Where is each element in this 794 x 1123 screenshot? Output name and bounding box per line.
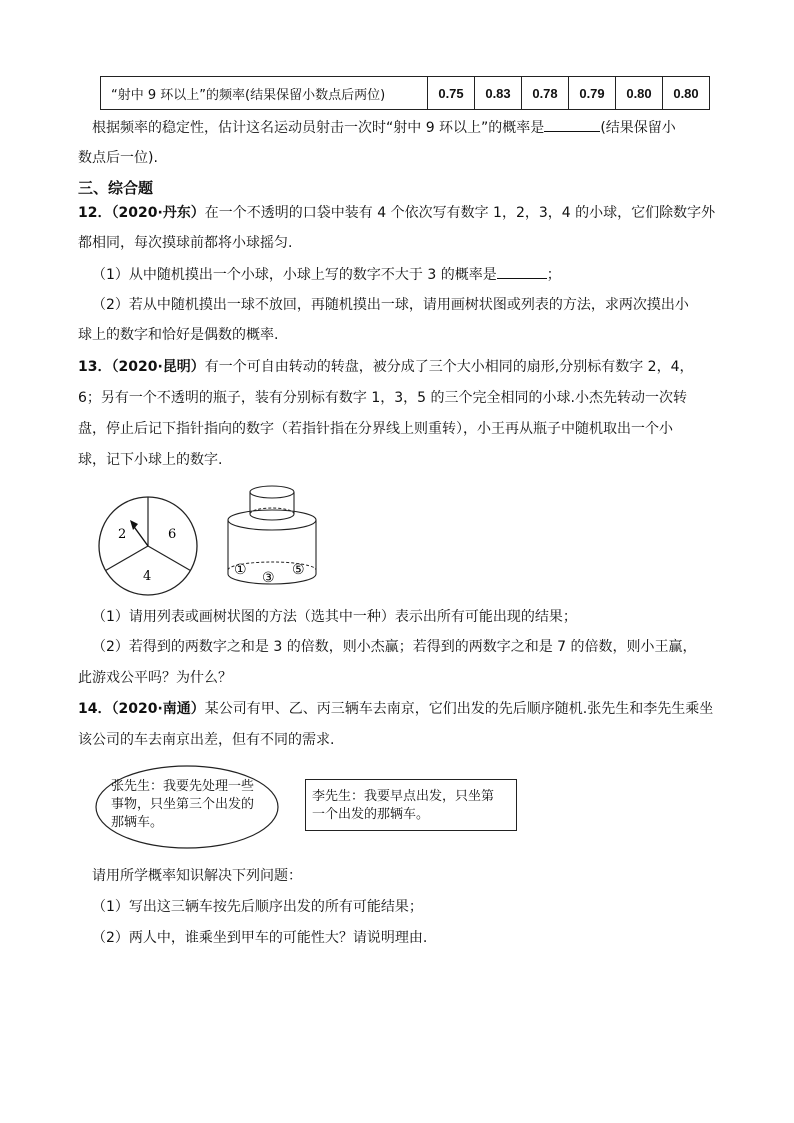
q13-line1: 13．（2020·昆明）有一个可自由转动的转盘，被分成了三个大小相同的扇形,分别标有数字 2，4， — [78, 359, 694, 375]
frequency-table — [100, 76, 710, 110]
table-cell: 0.80 — [616, 77, 663, 110]
q14-part1: （1）写出这三辆车按先后顺序出发的所有可能结果； — [92, 899, 423, 915]
q13-part1: （1）请用列表或画树状图的方法（选其中一种）表示出所有可能出现的结果； — [92, 609, 577, 625]
q11-conclusion-line1: 根据频率的稳定性，估计这名运动员射击一次时“射中 9 环以上”的概率是 (结果保留小 — [92, 117, 676, 138]
table-cell: 0.75 — [428, 77, 475, 110]
table-cell: 0.83 — [475, 77, 522, 110]
table-row-label: “射中 9 环以上”的频率(结果保留小数点后两位) — [101, 77, 428, 110]
ball-3: ③ — [262, 570, 275, 586]
q13-part2-line1: （2）若得到的两数字之和是 3 的倍数，则小杰赢；若得到的两数字之和是 7 的倍数，则小王赢， — [92, 639, 697, 655]
spinner-label: 6 — [168, 527, 177, 542]
bottle-lid — [250, 486, 294, 498]
q12-part2-line2: 球上的数字和恰好是偶数的概率. — [78, 327, 279, 343]
q12-line1: 12．（2020·丹东）在一个不透明的口袋中装有 4 个依次写有数字 1，2，3，4 的小球，它们除数字外 — [78, 205, 716, 221]
ball-5: ⑤ — [292, 562, 305, 578]
table-cell: 0.80 — [663, 77, 710, 110]
answer-blank — [497, 264, 547, 279]
ball-1: ① — [234, 562, 247, 578]
q13-part2-line2: 此游戏公平吗？为什么？ — [78, 670, 232, 686]
section-title: 三、综合题 — [78, 179, 154, 197]
table-cell: 0.79 — [569, 77, 616, 110]
q11-conclusion-line2: 数点后一位). — [78, 150, 158, 166]
zhang-speech-text: 张先生：我要先处理一些 事物，只坐第三个出发的 那辆车。 — [111, 779, 255, 830]
spinner-label: 2 — [118, 527, 127, 542]
spinner-diagram — [96, 494, 200, 598]
q14-intro: 请用所学概率知识解决下列问题： — [92, 868, 302, 884]
q14-line1: 14．（2020·南通）某公司有甲、乙、丙三辆车去南京，它们出发的先后顺序随机.张先生和李先生乘坐 — [78, 701, 714, 717]
table-cell: 0.78 — [522, 77, 569, 110]
q12-line2: 都相同，每次摸球前都将小球摇匀. — [78, 235, 293, 251]
q13-line2: 6；另有一个不透明的瓶子，装有分别标有数字 1，3，5 的三个完全相同的小球.小杰先转动一次转 — [78, 390, 687, 406]
table-row — [101, 77, 710, 110]
spinner-label: 4 — [143, 569, 152, 584]
bottle-diagram — [222, 482, 322, 587]
q13-line4: 球，记下小球上的数字. — [78, 452, 223, 468]
q14-line2: 该公司的车去南京出差，但有不同的需求. — [78, 732, 335, 748]
q12-part1: （1）从中随机摸出一个小球，小球上写的数字不大于 3 的概率是 ； — [92, 264, 561, 285]
q12-part2-line1: （2）若从中随机摸出一球不放回，再随机摸出一球，请用画树状图或列表的方法，求两次摸出小 — [92, 297, 689, 313]
answer-blank — [544, 117, 600, 132]
q13-line3: 盘，停止后记下指针指向的数字（若指针指在分界线上则重转），小王再从瓶子中随机取出一个小 — [78, 421, 673, 437]
q14-part2: （2）两人中，谁乘坐到甲车的可能性大？请说明理由. — [92, 930, 428, 946]
li-speech-text: 李先生：我要早点出发，只坐第 一个出发的那辆车。 — [312, 789, 495, 822]
